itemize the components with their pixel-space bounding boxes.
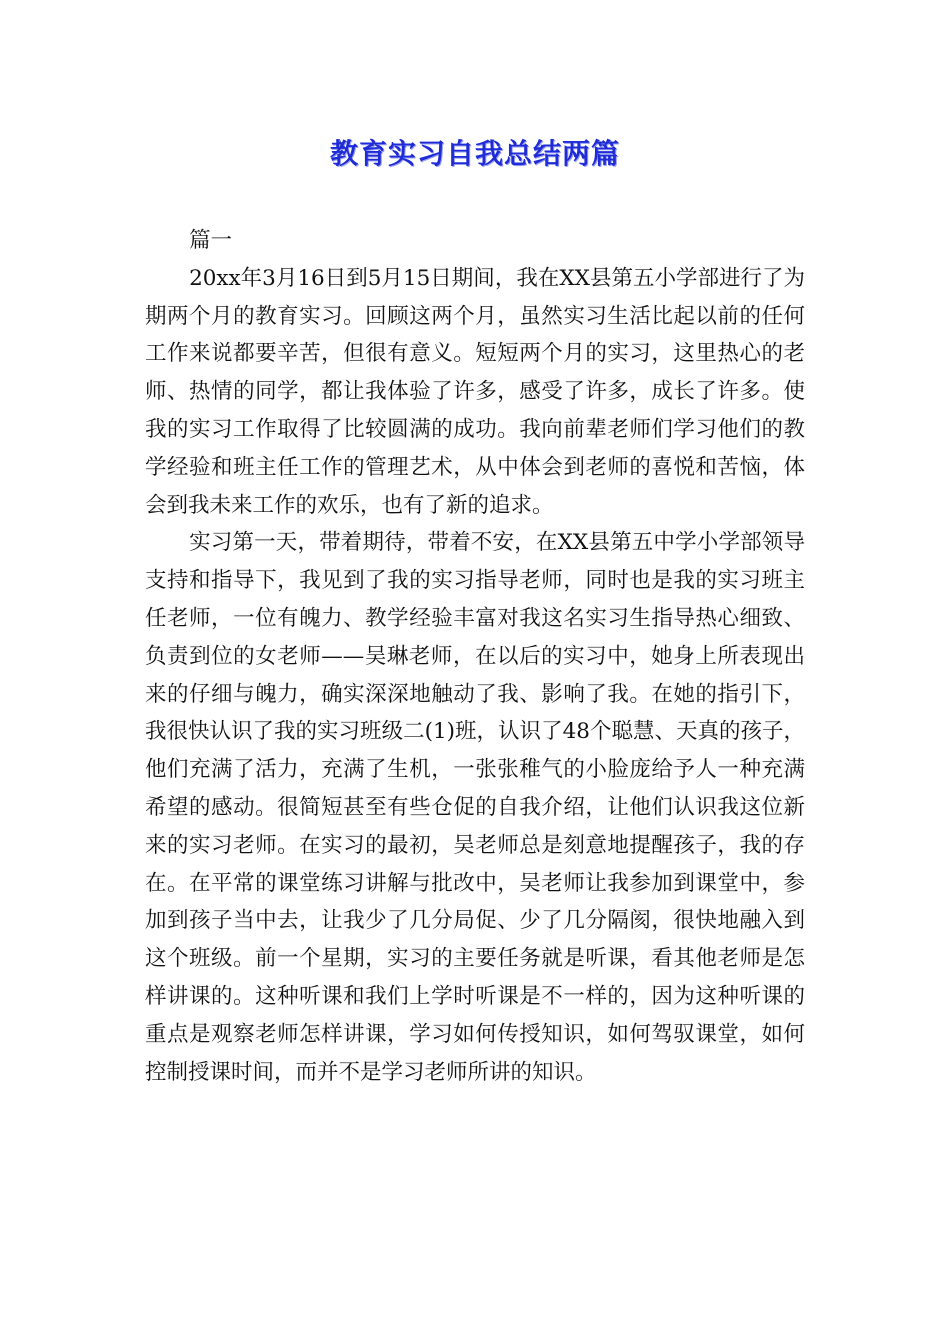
paragraph-1: 20xx年3月16日到5月15日期间，我在XX县第五小学部进行了为期两个月的教育实习。回顾这两个月，虽然实习生活比起以前的任何工作来说都要辛苦，但很有意义。短短两个月的实习，这里热心的老师、热情的同学，都让我体验了许多，感受了许多，成长了许多。使我的实习工作取得了比较圆满的成功。我向前辈老师们学习他们的教学经验和班主任工作的管理艺术，从中体会到老师的喜悦和苦恼，体会到我未来工作的欢乐，也有了新的追求。 <box>145 265 805 518</box>
section-heading: 篇一 <box>189 228 233 253</box>
document-body <box>145 222 805 1091</box>
paragraph-2: 实习第一天，带着期待，带着不安，在XX县第五中学小学部领导支持和指导下，我见到了我的实习指导老师，同时也是我的实习班主任老师，一位有魄力、教学经验丰富对我这名实习生指导热心细致、负责到位的女老师——吴琳老师，在以后的实习中，她身上所表现出来的仔细与魄力，确实深深地触动了我、影响了我。在她的指引下，我很快认识了我的实习班级二(1)班，认识了48个聪慧、天真的孩子，他们充满了活力，充满了生机，一张张稚气的小脸庞给予人一种充满希望的感动。很简短甚至有些仓促的自我介绍，让他们认识我这位新来的实习老师。在实习的最初，吴老师总是刻意地提醒孩子，我的存在。在平常的课堂练习讲解与批改中，吴老师让我参加到课堂中，参加到孩子当中去，让我少了几分局促、少了几分隔阂，很快地融入到这个班级。前一个星期，实习的主要任务就是听课，看其他老师是怎样讲课的。这种听课和我们上学时听课是不一样的，因为这种听课的重点是观察老师怎样讲课，学习如何传授知识，如何驾驭课堂，如何控制授课时间，而并不是学习老师所讲的知识。 <box>145 530 805 1085</box>
document-title: 教育实习自我总结两篇 <box>329 137 620 170</box>
